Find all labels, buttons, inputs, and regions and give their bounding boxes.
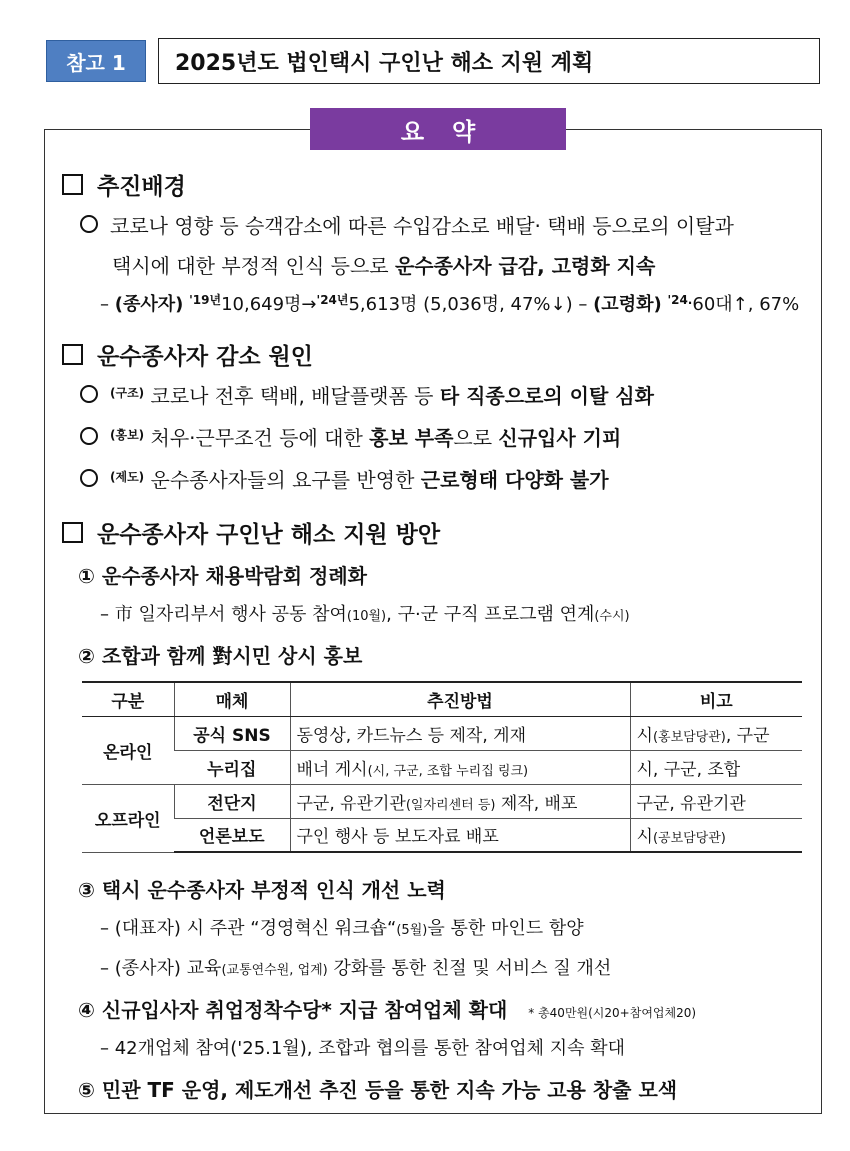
note-cell [630, 784, 802, 818]
heading-text: 운수종사자 감소 원인 [97, 344, 313, 370]
plan-item-4-detail [100, 1034, 625, 1060]
text: – (대표자) 시 주관 “경영혁신 워크숍“ [100, 918, 397, 939]
plan-item-3-detail-1 [100, 914, 584, 940]
square-bullet-icon [62, 174, 83, 195]
cause-tag: (홍보) [110, 428, 145, 442]
table-row [82, 818, 802, 852]
text: 제작, 배포 [495, 793, 578, 814]
method-cell [290, 750, 630, 784]
text: 시 [636, 827, 653, 848]
plan-item-4 [78, 994, 696, 1023]
footnote-text: * 총40만원(시20+참여업체20) [528, 1006, 697, 1020]
category-cell: 온라인 [82, 716, 174, 784]
square-bullet-icon [62, 344, 83, 365]
circle-bullet-icon [80, 469, 98, 487]
text: 처우·근무조건 등에 대한 [150, 426, 370, 450]
text: 시, 구군, 조합 [636, 759, 741, 780]
circle-bullet-icon [80, 215, 98, 233]
item-title: 신규입사자 취업정착수당* 지급 참여업체 확대 [101, 998, 508, 1022]
media-cell: 누리집 [174, 750, 290, 784]
plan-item-5 [78, 1074, 677, 1103]
text: 구군, 유관기관 [636, 793, 746, 814]
text: – 市 일자리부서 행사 공동 참여 [100, 604, 347, 625]
emphasis-text: 운수종사자 급감, 고령화 지속 [394, 254, 656, 278]
column-header: 구분 [82, 682, 174, 716]
square-bullet-icon [62, 522, 83, 543]
media-cell: 전단지 [174, 784, 290, 818]
method-cell [290, 716, 630, 750]
table-row [82, 750, 802, 784]
column-header: 추진방법 [290, 682, 630, 716]
text: , 구·군 구직 프로그램 연계 [386, 604, 595, 625]
text: 택시에 대한 부정적 인식 등으로 [112, 254, 395, 278]
circle-bullet-icon [80, 385, 98, 403]
item-title: 조합과 함께 對시민 상시 홍보 [101, 644, 363, 668]
item-title: 민관 TF 운영, 제도개선 추진 등을 통한 지속 가능 고용 창출 모색 [101, 1078, 678, 1102]
note-text: (5월) [396, 923, 428, 938]
column-header: 매체 [174, 682, 290, 716]
item-title: 택시 운수종사자 부정적 인식 개선 노력 [101, 878, 446, 902]
item-title: 운수종사자 채용박람회 정례화 [101, 564, 367, 588]
plan-item-1-detail [100, 600, 630, 626]
cause-tag: (구조) [110, 386, 145, 400]
media-cell: 공식 SNS [174, 716, 290, 750]
bullet-background-1 [80, 210, 734, 239]
text: – 42개업체 참여('25.1월), 조합과 협의를 통한 참여업체 지속 확대 [100, 1038, 626, 1059]
text: 강화를 통한 친절 및 서비스 질 개선 [327, 958, 612, 979]
summary-label: 요약 [310, 108, 566, 150]
note-text: (수시) [594, 609, 630, 624]
heading-text: 추진배경 [97, 174, 186, 200]
section-heading-causes [62, 338, 313, 371]
plan-item-2 [78, 640, 362, 669]
plan-item-3-detail-2 [100, 954, 611, 980]
dash: – [572, 294, 594, 315]
plan-item-3 [78, 874, 446, 903]
dash: – [100, 294, 115, 315]
text: 운수종사자들의 요구를 반영한 [150, 468, 421, 492]
item-number: ① [78, 564, 95, 588]
note-cell [630, 818, 802, 852]
item-number: ③ [78, 878, 95, 902]
stats-line [100, 290, 799, 316]
note-cell [630, 750, 802, 784]
emphasis-text: 근로형태 다양화 불가 [420, 468, 609, 492]
promotion-media-table [82, 681, 802, 853]
note-text: (공보담당관) [652, 831, 726, 847]
note-cell [630, 716, 802, 750]
section-heading-background [62, 168, 186, 201]
stat-label-aging: (고령화) [593, 294, 662, 315]
note-text: (10월) [346, 609, 387, 624]
heading-text: 운수종사자 구인난 해소 지원 방안 [97, 522, 441, 548]
emphasis-text: 홍보 부족 [369, 426, 454, 450]
item-number: ② [78, 644, 95, 668]
cause-item-system [80, 464, 609, 493]
stat-year-2024: '24년 [316, 293, 349, 307]
item-number: ④ [78, 998, 95, 1022]
text: – (종사자) 교육 [100, 958, 222, 979]
emphasis-text: 신규입사 기피 [498, 426, 622, 450]
text: 구인 행사 등 보도자료 배포 [296, 827, 499, 848]
text: 구군, 유관기관 [296, 793, 406, 814]
table-row [82, 784, 802, 818]
text: 을 통한 마인드 함양 [427, 918, 584, 939]
note-text: (홍보담당관) [652, 729, 726, 745]
bullet-background-1-cont [112, 250, 655, 279]
text: 동영상, 카드뉴스 등 제작, 게재 [296, 725, 526, 746]
reference-tag: 참고 1 [46, 40, 146, 82]
stat-label-workers: (종사자) [114, 294, 184, 315]
item-number: ⑤ [78, 1078, 95, 1102]
cause-item-promotion [80, 422, 621, 451]
stat-year-2019: '19년 [189, 293, 222, 307]
stat-value-2024: 5,613명 (5,036명, 47%↓) [348, 294, 573, 315]
media-cell: 언론보도 [174, 818, 290, 852]
category-cell: 오프라인 [82, 784, 174, 852]
method-cell [290, 818, 630, 852]
stat-year-aging: '24. [667, 293, 693, 307]
plan-item-1 [78, 560, 367, 589]
text: 코로나 전후 택배, 배달플랫폼 등 [150, 384, 440, 408]
table-header-row [82, 682, 802, 716]
text: 배너 게시 [296, 759, 368, 780]
text: 시 [636, 725, 653, 746]
column-header: 비고 [630, 682, 802, 716]
circle-bullet-icon [80, 427, 98, 445]
table-row [82, 716, 802, 750]
text: , 구군 [725, 725, 770, 746]
emphasis-text: 타 직종으로의 이탈 심화 [439, 384, 654, 408]
bullet-text: 코로나 영향 등 승객감소에 따른 수입감소로 배달· 택배 등으로의 이탈과 [110, 214, 734, 238]
note-text: (시, 구군, 조합 누리집 링크) [367, 763, 529, 779]
method-cell [290, 784, 630, 818]
note-text: (일자리센터 등) [405, 797, 496, 813]
stat-value-2019: 10,649명→ [221, 294, 317, 315]
section-heading-plan [62, 516, 440, 549]
cause-tag: (제도) [110, 470, 145, 484]
stat-value-aging: 60대↑, 67% [692, 294, 800, 315]
note-text: (교통연수원, 업계) [221, 963, 328, 978]
text: 으로 [453, 426, 499, 450]
cause-item-structure [80, 380, 654, 409]
document-title: 2025년도 법인택시 구인난 해소 지원 계획 [158, 38, 820, 84]
